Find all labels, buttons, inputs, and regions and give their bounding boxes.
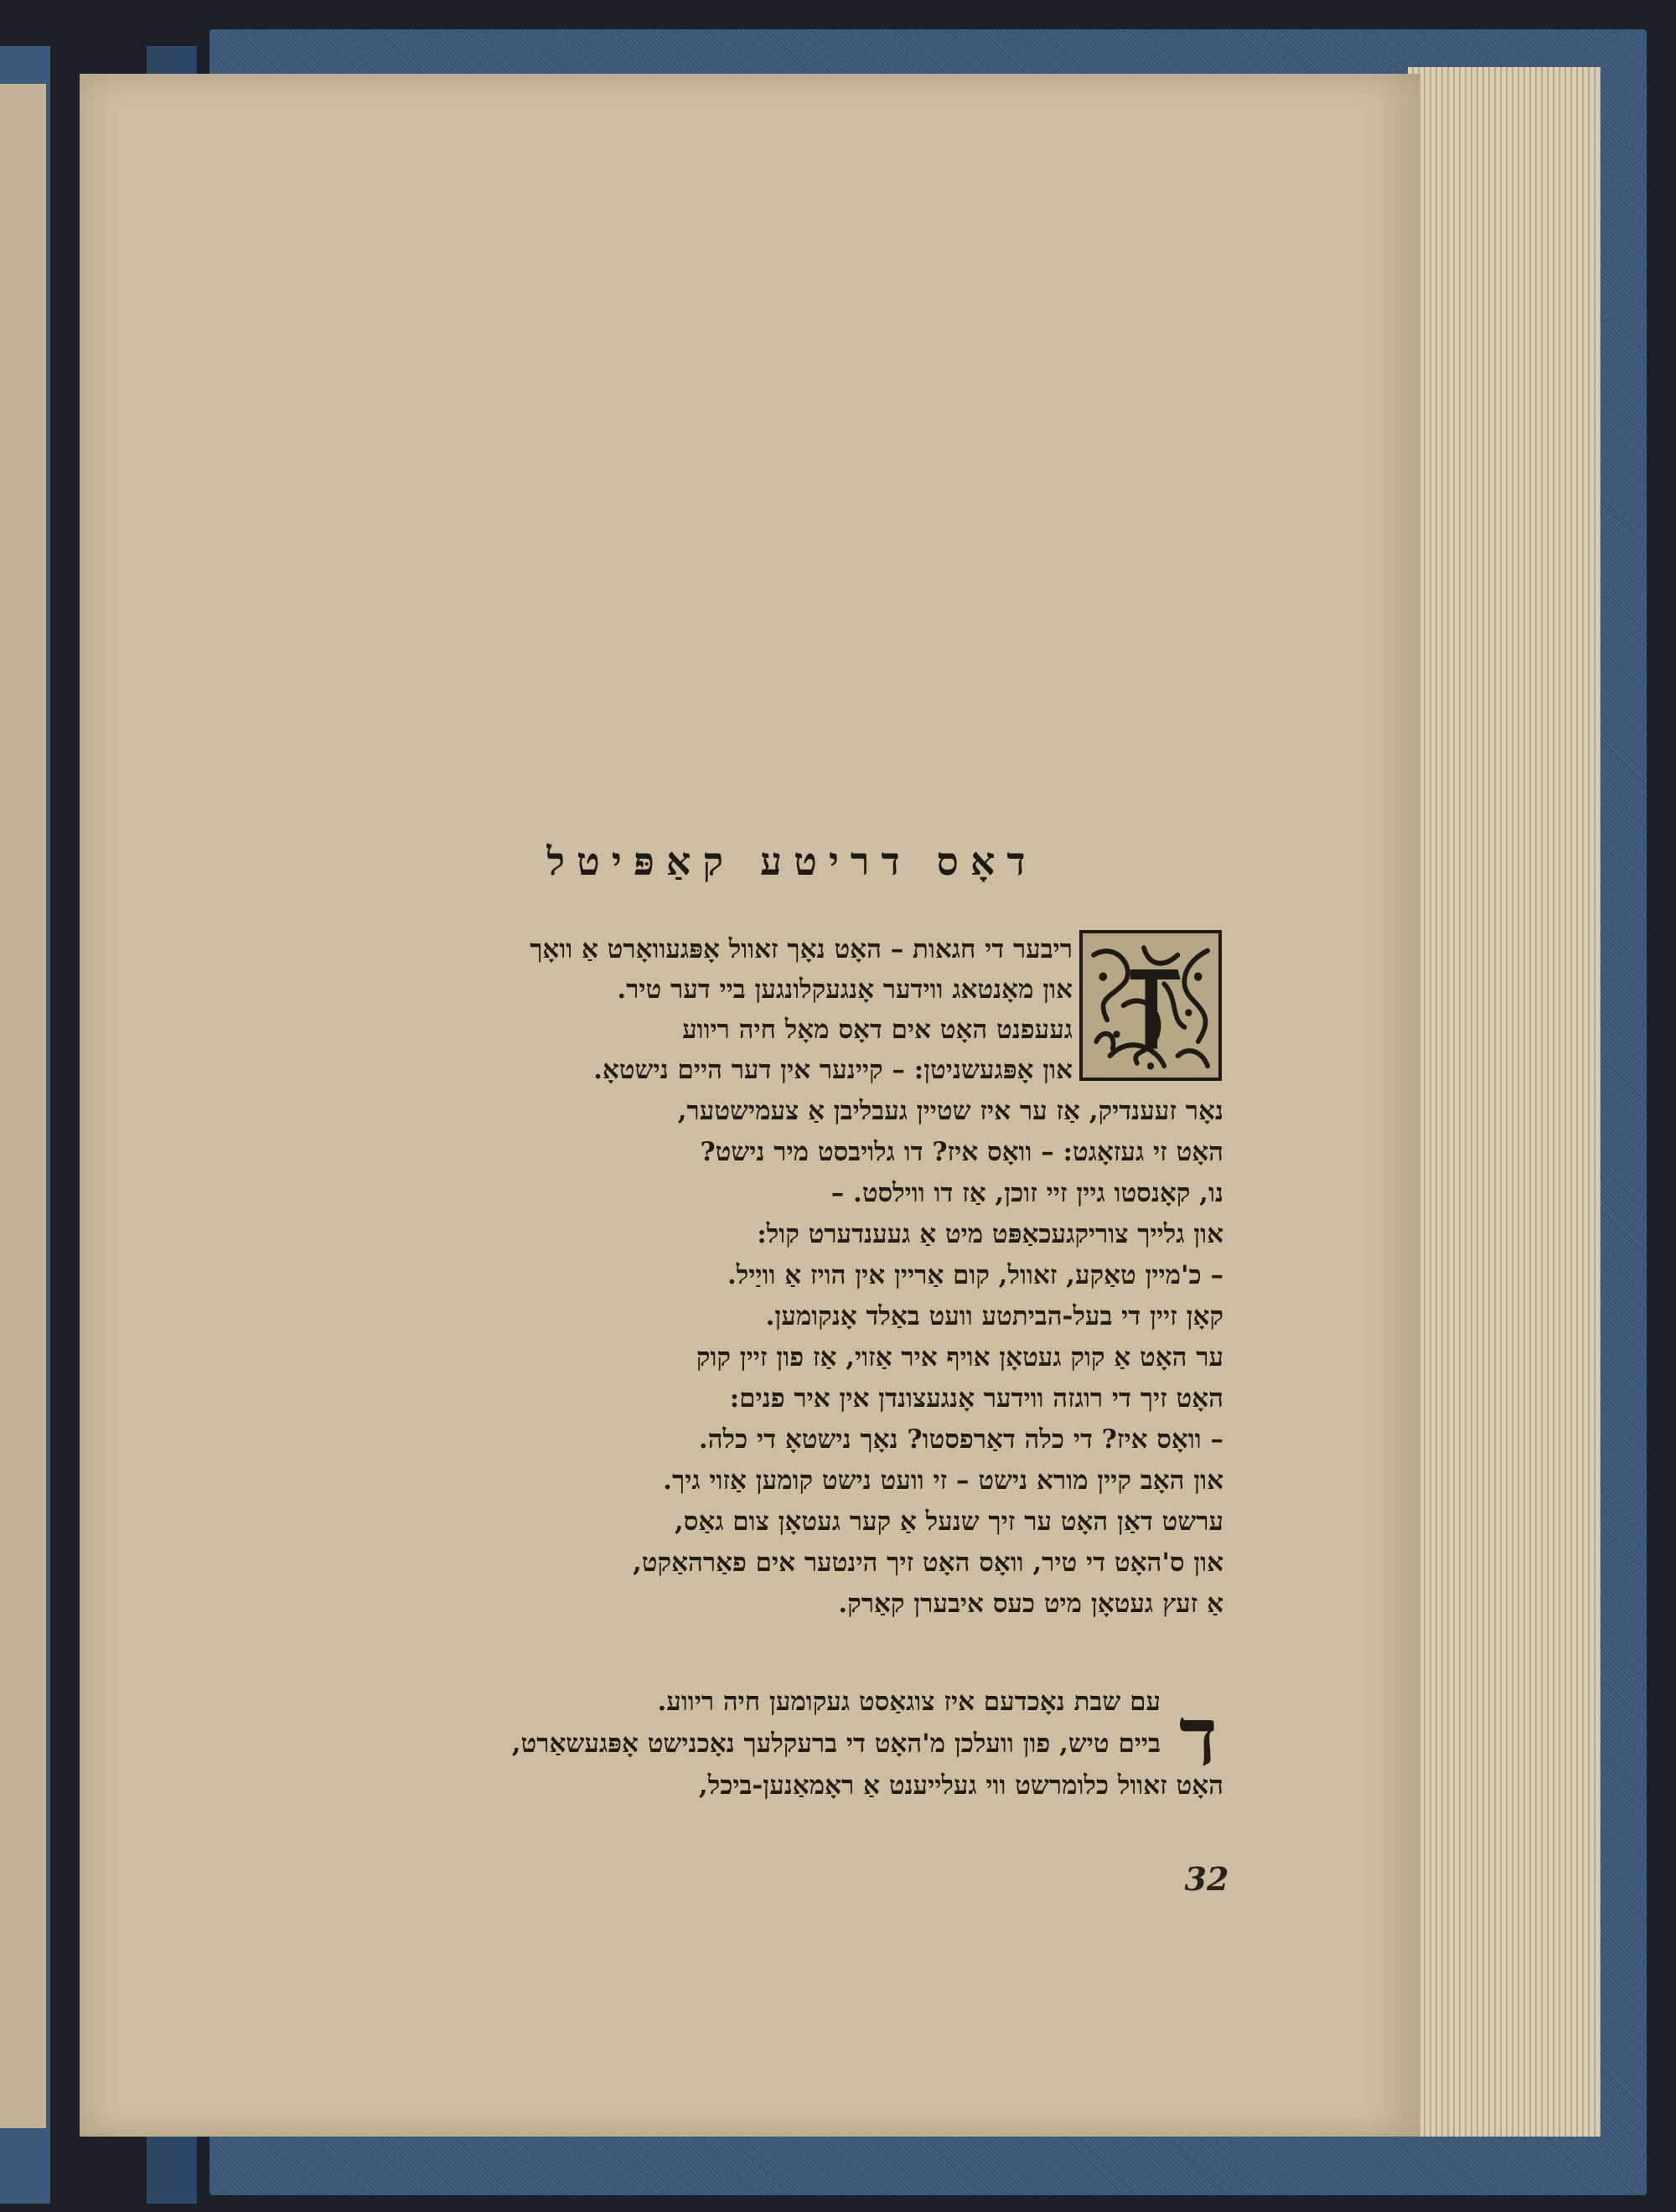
text-line: און מאָנטאג ווידער אָנגעקלונגען ביי דער טיר.: [617, 974, 1073, 1005]
text-line: נאָר זעענדיק, אַז ער איז שטיין געבליבן אַ צעמישטער,: [677, 1096, 1223, 1126]
text-line: ערשט דאַן האָט ער זיך שנעל אַ קער געטאָן צום גאַס,: [674, 1507, 1223, 1537]
page-number: 32: [1184, 1860, 1229, 1898]
text-line: און אָפּגעשניטן: – קיינער אין דער היים נישטאָ.: [593, 1055, 1073, 1085]
adjacent-page-edge: [0, 84, 46, 2128]
chapter-title: דאָס דריטע קאַפּיטל: [546, 839, 1037, 884]
decorative-initial-ornament: [1079, 930, 1222, 1081]
ornament-icon: [1083, 933, 1218, 1078]
text-line: און האָב קיין מורא נישט – זי וועט נישט קומען אַזוי גיך.: [663, 1465, 1223, 1496]
text-line: קאָן זיין די בעל-הביתטע וועט באַלד אָנקומען.: [765, 1301, 1223, 1331]
text-line: ביים טיש, פון וועלכן מ'האָט די ברעקלעך נאָכנישט אָפּגעשאַרט,: [511, 1729, 1161, 1759]
page-block-edges: [1408, 67, 1601, 2137]
text-line: האָט זי געזאָגט: – וואָס איז? דו גלויבסט מיר נישט?: [700, 1137, 1223, 1167]
text-line: און גלייך צוריקגעכאַפּט מיט אַ געענדערט קול:: [757, 1219, 1223, 1249]
drop-cap: ד: [1178, 1689, 1218, 1784]
text-line: ריבער די חגאות – האָט נאָך זאוול אָפּגעוואָרט אַ וואָך: [530, 934, 1073, 964]
text-line: האָט זיך די רוגזה ווידער אָנגעצונדן אין איר פנים:: [729, 1383, 1223, 1414]
text-line: געעפנט האָט אים דאָס מאָל חיה ריווע: [682, 1015, 1073, 1045]
text-line: נו, קאָנסטו גיין זיי זוכן, אַז דו ווילסט. –: [830, 1178, 1223, 1208]
text-line: האָט זאוול כלומרשט ווי געלייענט אַ ראָמאַנען-ביכל,: [698, 1770, 1223, 1801]
text-line: ער האָט אַ קוק געטאָן אויף איר אַזוי, אַז פון זיין קוק: [696, 1342, 1223, 1372]
text-line: – וואָס איז? די כלה דאַרפסטו? נאָך נישטאָ די כלה.: [698, 1424, 1223, 1455]
text-line: עם שבת נאָכדעם איז צוגאַסט געקומען חיה ריווע.: [657, 1687, 1161, 1717]
text-line: אַ זעץ געטאָן מיט כעס איבערן קאַרק.: [838, 1589, 1223, 1619]
text-line: און ס'האָט די טיר, וואָס האָט זיך הינטער אים פאַרהאַקט,: [633, 1548, 1223, 1578]
text-line: – כ'מיין טאַקע, זאוול, קום אַריין אין הויז אַ וויַיל.: [727, 1260, 1223, 1290]
book-page: [80, 74, 1420, 2137]
